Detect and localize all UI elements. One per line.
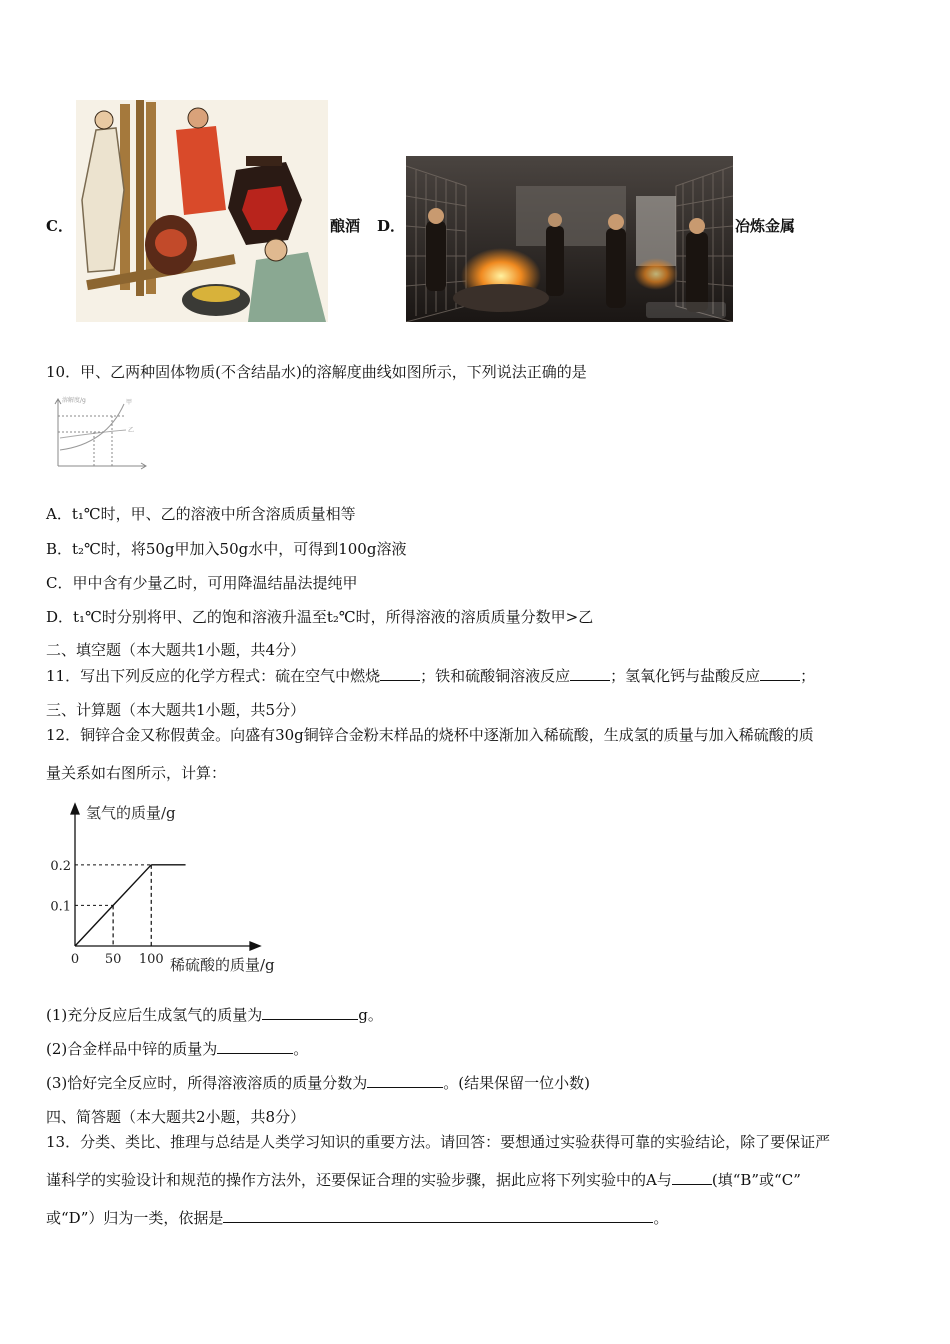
y-axis-arrow: [71, 804, 79, 814]
sub-3-end: 。(结果保留一位小数): [443, 1074, 590, 1092]
brewing-illustration: [76, 100, 328, 322]
question-12-sub-1: [46, 1004, 383, 1025]
y-tick-label-0.2: 0.2: [50, 858, 71, 874]
svg-text:甲: 甲: [126, 399, 133, 406]
q13-line-2-text: 谨科学的实验设计和规范的操作方法外，还要保证合理的实验步骤，据此应将下列实验中的A与: [46, 1171, 672, 1189]
question-10-option-a: A．t₁℃时，甲、乙的溶液中所含溶质质量相等: [46, 505, 356, 523]
option-d-caption: 冶炼金属: [735, 217, 796, 235]
svg-text:乙: 乙: [128, 427, 135, 434]
brewing-illustration-svg: [76, 100, 328, 322]
q13-line-3-end: 。: [653, 1209, 669, 1227]
question-10-option-d: D．t₁℃时分别将甲、乙的饱和溶液升温至t₂℃时，所得溶液的溶质质量分数甲>乙: [46, 608, 594, 626]
question-13-line-2: [46, 1169, 801, 1190]
question-11-part-d: ；: [800, 667, 816, 685]
question-11-part-b: ；铁和硫酸铜溶液反应: [420, 667, 571, 685]
option-d-label: D．: [377, 217, 406, 235]
sub-1-text: (1)充分反应后生成氢气的质量为: [46, 1006, 263, 1024]
sub-3-text: (3)恰好完全反应时，所得溶液溶质的质量分数为: [46, 1074, 368, 1092]
sub-2-text: (2)合金样品中锌的质量为: [46, 1040, 218, 1058]
x-tick-label-100: 100: [138, 952, 164, 967]
answer-blank-11b[interactable]: [570, 666, 610, 681]
question-10-stem: 10．甲、乙两种固体物质(不含结晶水)的溶解度曲线如图所示，下列说法正确的是: [46, 363, 587, 381]
answer-blank-12-2[interactable]: [217, 1039, 293, 1054]
solubility-curve-svg: [46, 394, 150, 472]
answer-blank-13a[interactable]: [672, 1170, 712, 1185]
question-11: [46, 665, 815, 686]
question-12-line-2: 量关系如右图所示，计算：: [46, 764, 227, 782]
q13-line-3-text: 或“D”）归为一类，依据是: [46, 1209, 224, 1227]
chart-y-label: 氢气的质量/g: [86, 804, 176, 822]
q13-line-2-tail: (填“B”或“C”: [711, 1171, 801, 1189]
question-11-part-c: ；氢氧化钙与盐酸反应: [610, 667, 761, 685]
question-10-option-b: B．t₂℃时，将50g甲加入50g水中，可得到100g溶液: [46, 540, 407, 558]
question-10-option-c: C．甲中含有少量乙时，可用降温结晶法提纯甲: [46, 574, 358, 592]
option-c-caption: 酿酒: [330, 217, 361, 235]
question-13-line-1: 13．分类、类比、推理与总结是人类学习知识的重要方法。请回答：要想通过实验获得可靠的实验结论，除了要保证严: [46, 1133, 831, 1151]
answer-blank-12-1[interactable]: [262, 1005, 358, 1020]
smelting-photo: [406, 156, 733, 322]
sub-2-end: 。: [293, 1040, 309, 1058]
answer-blank-13b[interactable]: [223, 1208, 653, 1223]
hydrogen-mass-chart: [40, 796, 300, 982]
section-3-heading: 三、计算题（本大题共1小题，共5分）: [46, 701, 306, 719]
question-13-line-3: [46, 1207, 668, 1228]
smelting-photo-svg: [406, 156, 733, 322]
chart-x-label: 稀硫酸的质量/g: [170, 956, 275, 974]
answer-blank-12-3[interactable]: [367, 1073, 443, 1088]
answer-blank-11a[interactable]: [380, 666, 420, 681]
section-2-heading: 二、填空题（本大题共1小题，共4分）: [46, 641, 306, 659]
question-11-part-a: 11．写出下列反应的化学方程式：硫在空气中燃烧: [46, 667, 381, 685]
section-4-heading: 四、简答题（本大题共2小题，共8分）: [46, 1108, 306, 1126]
svg-text:溶解度/g: 溶解度/g: [62, 397, 86, 404]
x-axis-arrow: [250, 942, 260, 950]
data-segment-0: [75, 905, 113, 946]
question-12-sub-2: [46, 1038, 308, 1059]
x-tick-label-0: 0: [70, 952, 80, 967]
x-tick-label-50: 50: [104, 952, 122, 967]
answer-blank-11c[interactable]: [760, 666, 800, 681]
option-c-label: C．: [46, 217, 73, 235]
data-segment-1: [113, 865, 151, 906]
y-tick-label-0.1: 0.1: [50, 899, 71, 915]
question-12-line-1: 12．铜锌合金又称假黄金。向盛有30g铜锌合金粉末样品的烧杯中逐渐加入稀硫酸，生成氢的质量与加入稀硫酸的质: [46, 726, 814, 744]
sub-1-unit: g。: [358, 1006, 383, 1024]
question-12-sub-3: [46, 1072, 590, 1093]
solubility-curve-thumbnail: [46, 394, 150, 472]
